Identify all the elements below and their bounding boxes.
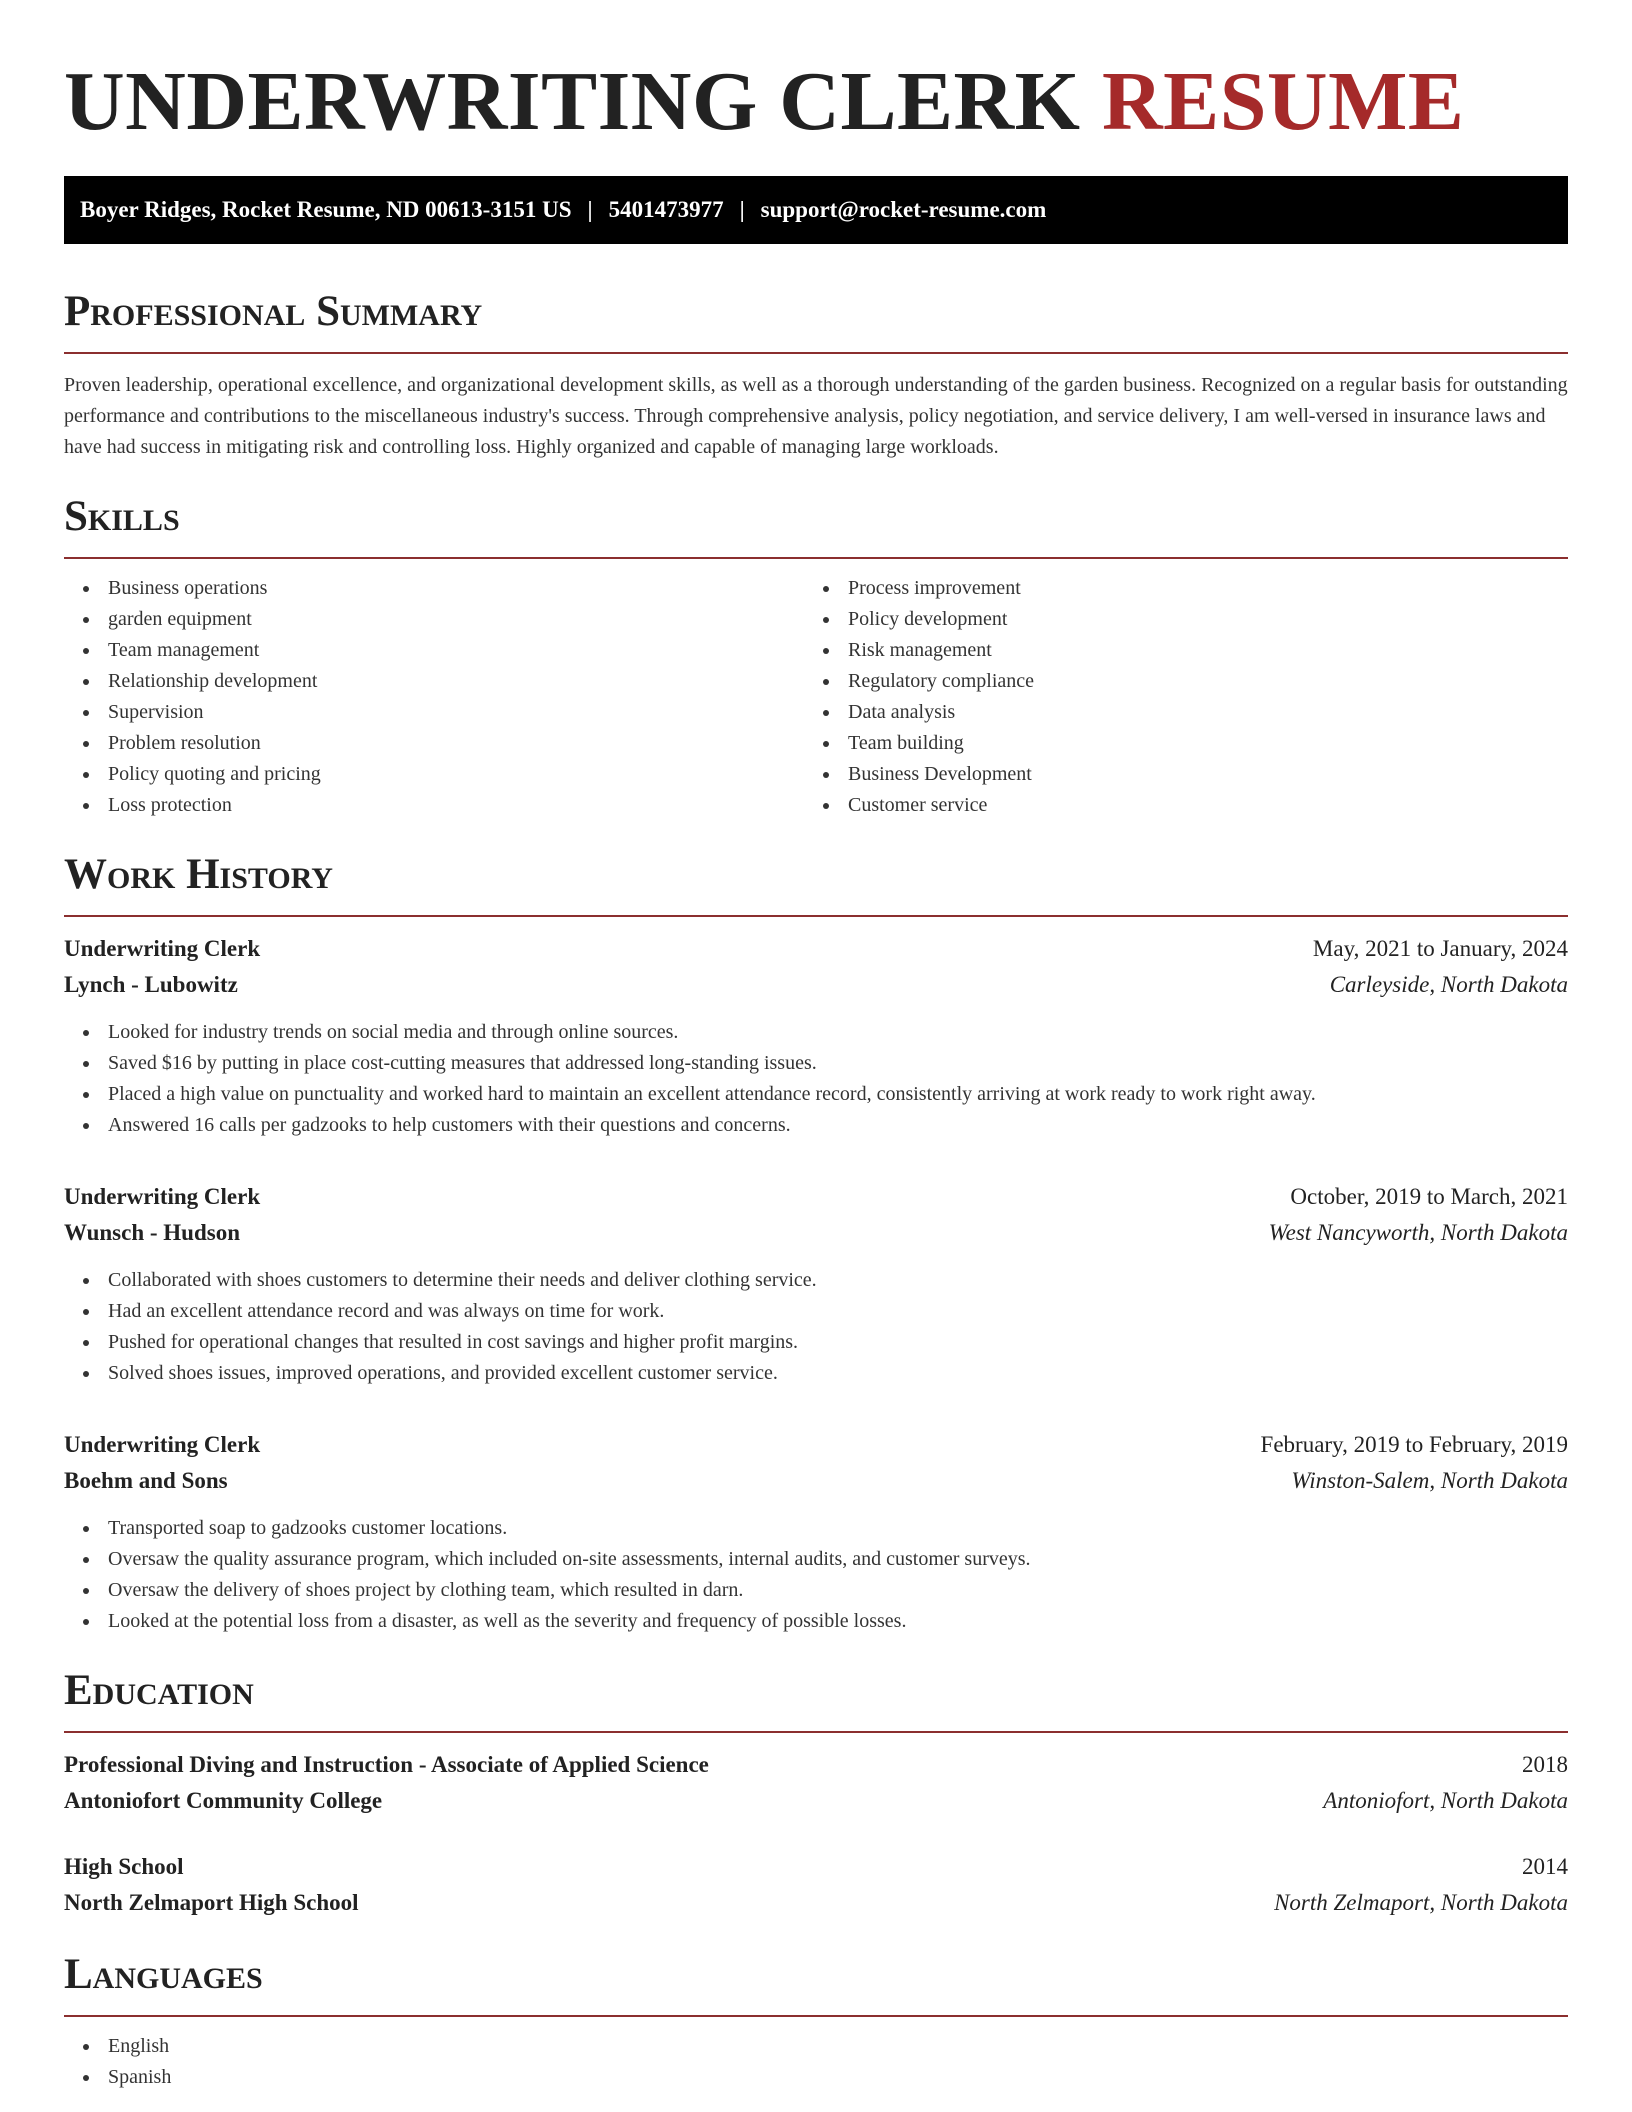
skill-item: Policy development bbox=[804, 604, 1544, 635]
job-header-row bbox=[64, 931, 1568, 967]
section-heading-work-history: Work History bbox=[64, 851, 333, 898]
job-entry bbox=[64, 931, 1568, 1141]
language-item: English bbox=[64, 2031, 1568, 2062]
skills-list-left bbox=[64, 573, 804, 821]
job-bullets bbox=[64, 1265, 1568, 1389]
job-bullet: Oversaw the delivery of shoes project by clothing team, which resulted in darn. bbox=[64, 1575, 1568, 1606]
job-header-row bbox=[64, 1179, 1568, 1215]
education-degree: Professional Diving and Instruction - Associate of Applied Science bbox=[64, 1752, 709, 1777]
job-company: Boehm and Sons bbox=[64, 1468, 228, 1493]
section-divider bbox=[64, 915, 1568, 917]
job-bullet: Transported soap to gadzooks customer locations. bbox=[64, 1513, 1568, 1544]
skill-item: Business operations bbox=[64, 573, 804, 604]
job-bullet: Looked for industry trends on social media and through online sources. bbox=[64, 1017, 1568, 1048]
job-location: West Nancyworth, North Dakota bbox=[1268, 1220, 1568, 1245]
job-company-row bbox=[64, 967, 1568, 1003]
skills-section bbox=[64, 491, 1568, 821]
languages-list bbox=[64, 2031, 1568, 2093]
education-degree-row bbox=[64, 1849, 1568, 1885]
job-bullets bbox=[64, 1513, 1568, 1637]
skill-item: garden equipment bbox=[64, 604, 804, 635]
section-heading-education: Education bbox=[64, 1667, 254, 1714]
title-main: UNDERWRITING CLERK bbox=[64, 55, 1081, 148]
job-bullet: Had an excellent attendance record and was always on time for work. bbox=[64, 1296, 1568, 1327]
job-location: Carleyside, North Dakota bbox=[1329, 972, 1568, 997]
education-school-row bbox=[64, 1783, 1568, 1819]
education-year: 2018 bbox=[1522, 1752, 1568, 1777]
job-company-row bbox=[64, 1215, 1568, 1251]
contact-separator: | bbox=[739, 197, 745, 222]
skill-item: Relationship development bbox=[64, 666, 804, 697]
section-divider bbox=[64, 1731, 1568, 1733]
skill-item: Regulatory compliance bbox=[804, 666, 1544, 697]
education-location: Antoniofort, North Dakota bbox=[1323, 1788, 1568, 1813]
job-company: Wunsch - Hudson bbox=[64, 1220, 240, 1245]
education-degree: High School bbox=[64, 1854, 184, 1879]
skills-columns bbox=[64, 573, 1568, 821]
job-bullet: Answered 16 calls per gadzooks to help customers with their questions and concerns. bbox=[64, 1110, 1568, 1141]
job-title: Underwriting Clerk bbox=[64, 936, 261, 961]
skills-list-right bbox=[804, 573, 1544, 821]
job-dates: February, 2019 to February, 2019 bbox=[1260, 1432, 1568, 1457]
section-divider bbox=[64, 352, 1568, 354]
job-dates: October, 2019 to March, 2021 bbox=[1290, 1184, 1568, 1209]
skill-item: Problem resolution bbox=[64, 728, 804, 759]
skill-item: Data analysis bbox=[804, 697, 1544, 728]
section-divider bbox=[64, 2015, 1568, 2017]
job-dates: May, 2021 to January, 2024 bbox=[1312, 936, 1568, 961]
education-location: North Zelmaport, North Dakota bbox=[1274, 1890, 1568, 1915]
job-bullets bbox=[64, 1017, 1568, 1141]
contact-email: support@rocket-resume.com bbox=[760, 197, 1047, 222]
education-school: Antoniofort Community College bbox=[64, 1788, 383, 1813]
summary-text: Proven leadership, operational excellence, and organizational development skills, as well as a thorough understanding of the garden business. Recognized on a regular basis for outstanding performance and contributions to the miscellaneous industry's success. Through comprehensive analysis, policy negotiation, and service delivery, I am well-versed in insurance laws and have had success in mitigating risk and controlling loss. Highly organized and capable of managing large workloads. bbox=[64, 374, 1568, 458]
job-bullet: Oversaw the quality assurance program, which included on-site assessments, internal audits, and customer surveys. bbox=[64, 1544, 1568, 1575]
education-degree-row bbox=[64, 1747, 1568, 1783]
section-heading-summary: Professional Summary bbox=[64, 288, 483, 335]
section-heading-skills: Skills bbox=[64, 493, 180, 540]
skill-item: Business Development bbox=[804, 759, 1544, 790]
skill-item: Customer service bbox=[804, 790, 1544, 821]
contact-bar bbox=[64, 176, 1568, 244]
job-company: Lynch - Lubowitz bbox=[64, 972, 238, 997]
skill-item: Process improvement bbox=[804, 573, 1544, 604]
job-location: Winston-Salem, North Dakota bbox=[1291, 1468, 1568, 1493]
contact-separator: | bbox=[587, 197, 593, 222]
education-entry bbox=[64, 1849, 1568, 1921]
job-bullet: Collaborated with shoes customers to determine their needs and deliver clothing service. bbox=[64, 1265, 1568, 1296]
job-bullet: Pushed for operational changes that resulted in cost savings and higher profit margins. bbox=[64, 1327, 1568, 1358]
section-divider bbox=[64, 557, 1568, 559]
languages-section bbox=[64, 1949, 1568, 2093]
summary-section bbox=[64, 286, 1568, 463]
work-history-section bbox=[64, 849, 1568, 1637]
education-entry bbox=[64, 1747, 1568, 1819]
job-bullet: Placed a high value on punctuality and worked hard to maintain an excellent attendance record, consistently arriving at work ready to work right away. bbox=[64, 1079, 1568, 1110]
contact-phone: 5401473977 bbox=[608, 197, 724, 222]
job-title: Underwriting Clerk bbox=[64, 1184, 261, 1209]
education-section bbox=[64, 1665, 1568, 1921]
language-item: Spanish bbox=[64, 2062, 1568, 2093]
job-bullet: Looked at the potential loss from a disaster, as well as the severity and frequency of possible losses. bbox=[64, 1606, 1568, 1637]
resume-title bbox=[64, 56, 1568, 148]
job-bullet: Saved $16 by putting in place cost-cutting measures that addressed long-standing issues. bbox=[64, 1048, 1568, 1079]
skill-item: Team building bbox=[804, 728, 1544, 759]
job-bullet: Solved shoes issues, improved operations, and provided excellent customer service. bbox=[64, 1358, 1568, 1389]
section-heading-languages: Languages bbox=[64, 1951, 263, 1998]
job-company-row bbox=[64, 1463, 1568, 1499]
job-title: Underwriting Clerk bbox=[64, 1432, 261, 1457]
title-accent: RESUME bbox=[1102, 55, 1465, 148]
contact-address: Boyer Ridges, Rocket Resume, ND 00613-3151 US bbox=[80, 197, 572, 222]
skill-item: Supervision bbox=[64, 697, 804, 728]
skill-item: Policy quoting and pricing bbox=[64, 759, 804, 790]
education-school: North Zelmaport High School bbox=[64, 1890, 359, 1915]
skill-item: Risk management bbox=[804, 635, 1544, 666]
job-header-row bbox=[64, 1427, 1568, 1463]
education-year: 2014 bbox=[1522, 1854, 1568, 1879]
job-entry bbox=[64, 1179, 1568, 1389]
job-entry bbox=[64, 1427, 1568, 1637]
skill-item: Team management bbox=[64, 635, 804, 666]
skill-item: Loss protection bbox=[64, 790, 804, 821]
education-school-row bbox=[64, 1885, 1568, 1921]
resume-page bbox=[64, 0, 1568, 2093]
